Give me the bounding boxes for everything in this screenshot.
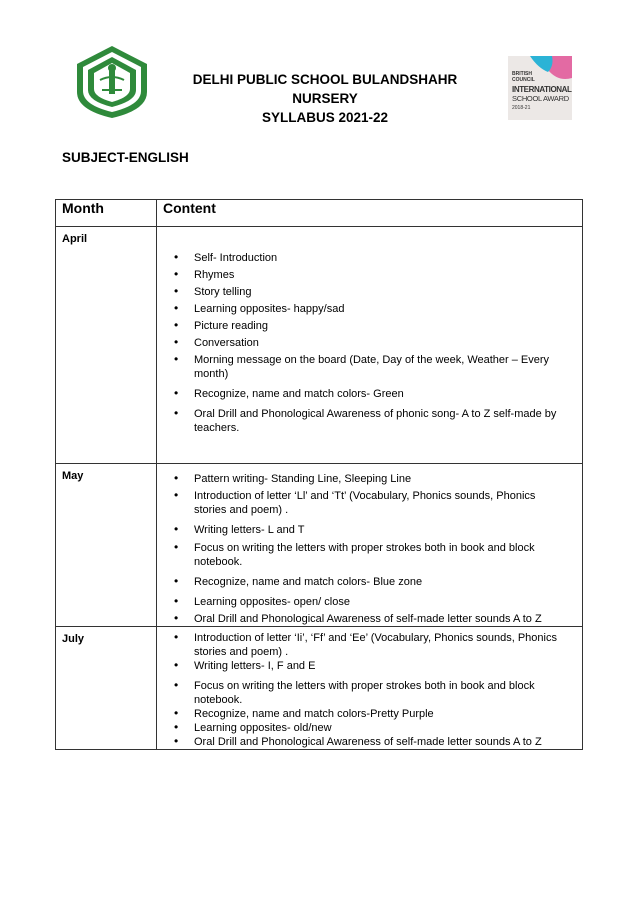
bullet-icon: • bbox=[174, 678, 179, 692]
list-item: • Picture reading bbox=[174, 318, 268, 332]
list-item: • Writing letters- L and T bbox=[174, 522, 305, 536]
list-item: • Story telling bbox=[174, 284, 252, 298]
list-item: • Oral Drill and Phonological Awareness of self-made letter sounds A to Z bbox=[174, 734, 542, 748]
content-list bbox=[157, 464, 582, 626]
school-crest-logo bbox=[73, 44, 151, 120]
bullet-icon: • bbox=[174, 540, 179, 554]
table-row bbox=[56, 227, 583, 464]
award-line3: INTERNATIONAL bbox=[512, 85, 572, 94]
syllabus-table bbox=[55, 199, 583, 750]
list-item: • Introduction of letter ‘Ii’, ‘Ff’ and ‘Ee’ (Vocabulary, Phonics sounds, Phonics stories and poem) . bbox=[174, 630, 557, 658]
class-name: NURSERY bbox=[292, 91, 358, 106]
award-line5: 2018-21 bbox=[512, 105, 531, 111]
list-item: • Rhymes bbox=[174, 267, 235, 281]
table-row bbox=[56, 464, 583, 627]
list-item: • Morning message on the board (Date, Day of the week, Weather – Every month) bbox=[174, 352, 550, 380]
list-item: • Self- Introduction bbox=[174, 250, 278, 264]
bullet-icon: • bbox=[174, 267, 179, 281]
list-item: • Conversation bbox=[174, 335, 259, 349]
international-school-award-logo bbox=[508, 56, 572, 120]
content-column-header: Content bbox=[157, 200, 583, 227]
month-cell: July bbox=[56, 627, 157, 750]
month-column-header: Month bbox=[56, 200, 157, 227]
bullet-icon: • bbox=[174, 284, 179, 298]
content-cell bbox=[157, 627, 583, 750]
month-cell: May bbox=[56, 464, 157, 627]
bullet-icon: • bbox=[174, 574, 179, 588]
bullet-icon: • bbox=[174, 488, 179, 502]
award-line1: BRITISH bbox=[512, 71, 532, 77]
bullet-icon: • bbox=[174, 301, 179, 315]
bullet-icon: • bbox=[174, 406, 179, 420]
list-item: • Writing letters- I, F and E bbox=[174, 658, 316, 672]
award-line4: SCHOOL AWARD bbox=[512, 94, 569, 103]
syllabus-year: SYLLABUS 2021-22 bbox=[261, 110, 389, 125]
list-item: • Recognize, name and match colors- Green bbox=[174, 386, 404, 400]
bullet-icon: • bbox=[174, 250, 179, 264]
list-item: • Introduction of letter ‘Ll’ and ‘Tt’ (Vocabulary, Phonics sounds, Phonics stories and poem) . bbox=[174, 488, 536, 516]
list-item: • Learning opposites- happy/sad bbox=[174, 301, 345, 315]
content-list bbox=[157, 227, 582, 435]
content-list bbox=[157, 627, 582, 749]
bullet-icon: • bbox=[174, 658, 179, 672]
list-item: • Pattern writing- Standing Line, Sleeping Line bbox=[174, 471, 412, 485]
list-item: • Recognize, name and match colors-Pretty Purple bbox=[174, 706, 434, 720]
bullet-icon: • bbox=[174, 611, 179, 625]
content-cell bbox=[157, 227, 583, 464]
list-item: • Oral Drill and Phonological Awareness of self-made letter sounds A to Z bbox=[174, 611, 542, 625]
bullet-icon: • bbox=[174, 594, 179, 608]
bullet-icon: • bbox=[174, 471, 179, 485]
school-name: DELHI PUBLIC SCHOOL BULANDSHAHR bbox=[192, 72, 458, 87]
bullet-icon: • bbox=[174, 352, 179, 366]
bullet-icon: • bbox=[174, 318, 179, 332]
bullet-icon: • bbox=[174, 630, 179, 644]
bullet-icon: • bbox=[174, 734, 179, 748]
award-line2: COUNCIL bbox=[512, 77, 535, 83]
list-item: • Learning opposites- open/ close bbox=[174, 594, 350, 608]
list-item: • Focus on writing the letters with proper strokes both in book and block notebook. bbox=[174, 678, 535, 706]
bullet-icon: • bbox=[174, 706, 179, 720]
table-header-row bbox=[56, 200, 583, 227]
bullet-icon: • bbox=[174, 720, 179, 734]
list-item: • Focus on writing the letters with proper strokes both in book and block notebook. bbox=[174, 540, 535, 568]
month-cell: April bbox=[56, 227, 157, 464]
table-row bbox=[56, 627, 583, 750]
content-cell bbox=[157, 464, 583, 627]
bullet-icon: • bbox=[174, 522, 179, 536]
list-item: • Recognize, name and match colors- Blue zone bbox=[174, 574, 423, 588]
list-item: • Learning opposites- old/new bbox=[174, 720, 332, 734]
bullet-icon: • bbox=[174, 335, 179, 349]
list-item: • Oral Drill and Phonological Awareness of phonic song- A to Z self-made by teachers. bbox=[174, 406, 557, 434]
bullet-icon: • bbox=[174, 386, 179, 400]
document-header bbox=[150, 70, 500, 127]
subject-title: SUBJECT-ENGLISH bbox=[62, 150, 189, 165]
